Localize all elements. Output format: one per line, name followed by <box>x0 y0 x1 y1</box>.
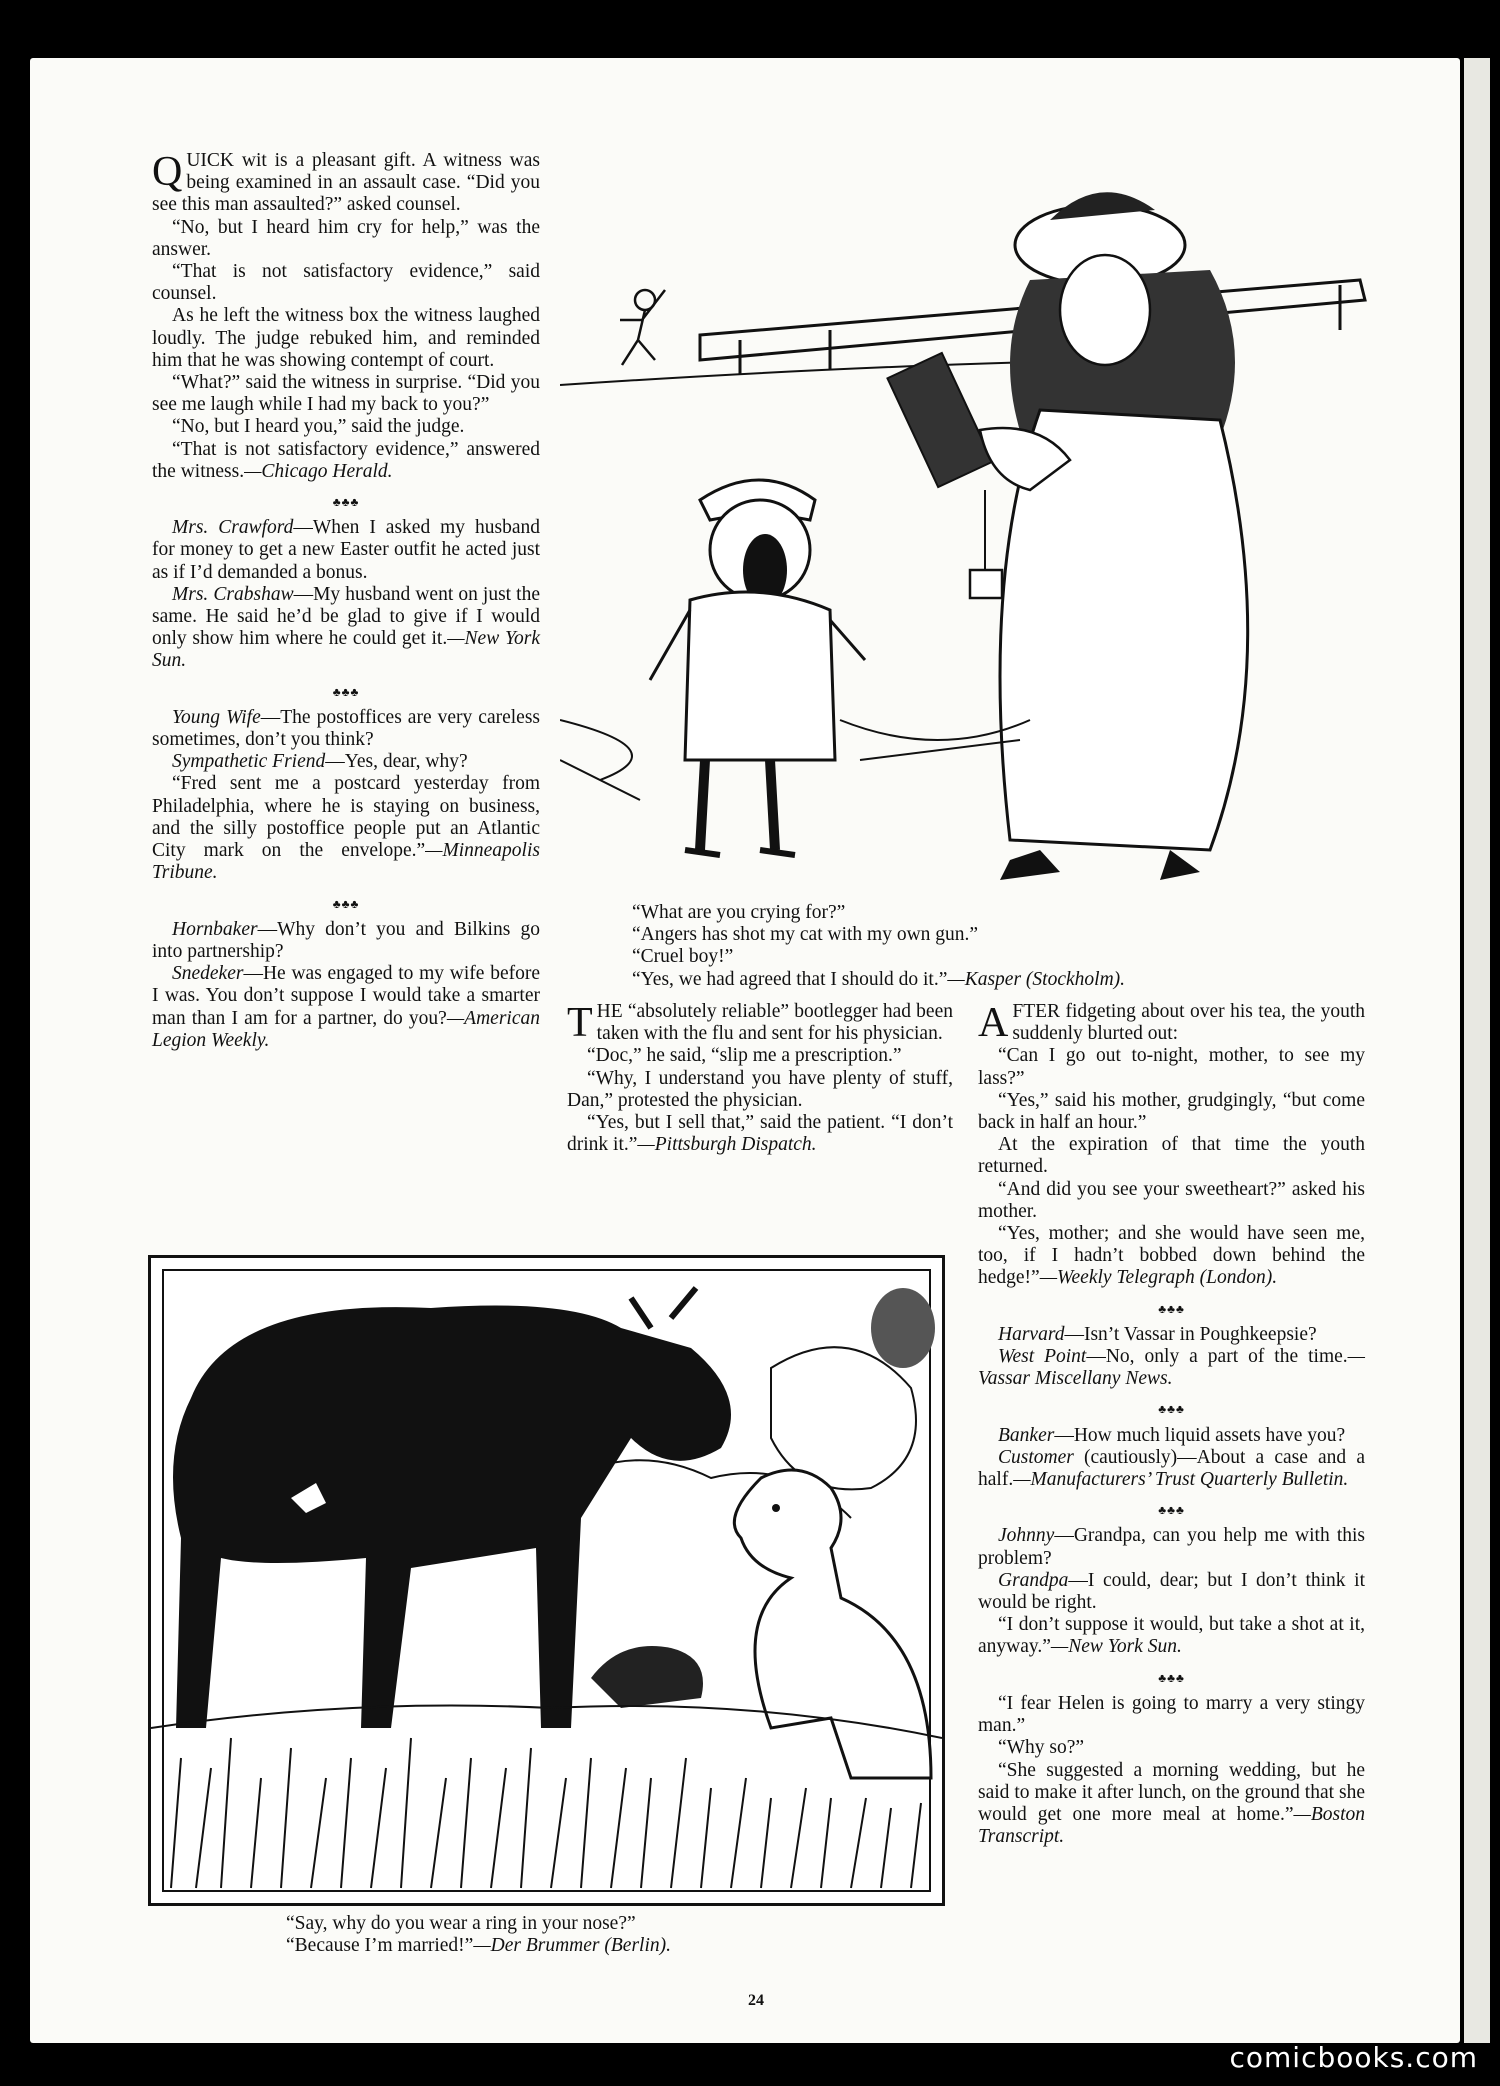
cartoon2-caption: “Say, why do you wear a ring in your nose?” “Because I’m married!”—Der Brummer (Berlin). <box>286 1913 671 1957</box>
separator-ornament: ♣♣♣ <box>1158 1670 1185 1685</box>
source-credit: —Weekly Telegraph (London). <box>1039 1267 1278 1289</box>
cartoon-illustration <box>560 160 1380 890</box>
cartoon-cow-frame <box>148 1255 945 1906</box>
separator-ornament: ♣♣♣ <box>332 684 360 699</box>
speaker: Mrs. Crawford <box>172 517 294 539</box>
cartoon-cow-illustration <box>151 1258 942 1903</box>
source-credit: —New York Sun. <box>1050 1636 1182 1658</box>
cartoon-woman-and-boy <box>560 160 1380 890</box>
speaker: Hornbaker <box>172 918 258 940</box>
speaker: Snedeker <box>172 963 244 985</box>
speaker: Banker <box>998 1424 1055 1446</box>
drop-cap: T <box>567 1000 593 1046</box>
speaker: West Point <box>998 1346 1087 1368</box>
source-credit: —Minneapolis Tribune. <box>152 840 540 884</box>
right-column: AFTER fidgeting about over his tea, the youth suddenly blurted out: “Can I go out to-night, mother, to see my lass?” “Yes,” said his mother, grudgingly, “but come back in half an hour.” At the expiration of that time the youth returned. “And did you see your sweetheart?” asked his mother. “Yes, mother; and she would have seen me, too, if I hadn’t bobbed down behind the hedge!”—Weekly Telegraph (London). ♣♣♣ Harvard—Isn’t Vassar in Poughkeepsie? West Point—No, only a part of the time.—Vassar Miscellany News. ♣♣♣ Banker—How much liquid assets have you? Customer (cautiously)—About a case and a half.—Manufacturers’ Trust Quarterly Bulletin. ♣♣♣ Johnny—Grandpa, can you help me with this problem? Grandpa—I could, dear; but I don’t think it would be right. “I don’t suppose it would, but take a shot at it, anyway.”—New York Sun. ♣♣♣ “I fear Helen is going to marry a very stingy man.” “Why so?” “She suggested a morning wedding, but he said to make it after lunch, on the ground that she would get one more meal at home.”—Boston Transcript. <box>978 1000 1365 1848</box>
source-credit: —Kasper (Stockholm). <box>947 968 1126 990</box>
watermark: comicbooks.com <box>1229 2041 1478 2074</box>
joke-quick-wit: QUICK wit is a pleasant gift. A witness was being examined in an assault case. “Did you see this man assaulted?” asked counsel. <box>152 149 540 216</box>
source-credit: —Pittsburgh Dispatch. <box>637 1134 817 1156</box>
speaker: Johnny <box>998 1525 1055 1547</box>
source-credit: —Vassar Miscellany News. <box>978 1346 1365 1390</box>
separator-ornament: ♣♣♣ <box>332 495 360 510</box>
speaker: Customer <box>998 1446 1074 1468</box>
source-credit: —Manufacturers’ Trust Quarterly Bulletin. <box>1013 1469 1349 1491</box>
speaker: Grandpa <box>998 1569 1069 1591</box>
separator-ornament: ♣♣♣ <box>332 896 360 911</box>
speaker: Young Wife <box>172 706 261 728</box>
separator-ornament: ♣♣♣ <box>1158 1301 1185 1316</box>
middle-column: THE “absolutely reliable” bootlegger had been taken with the flu and sent for his physician. “Doc,” he said, “slip me a prescription.” “Why, I understand you have plenty of stuff, Dan,” protested the physician. “Yes, but I sell that,” said the patient. “I don’t drink it.”—Pittsburgh Dispatch. <box>567 1000 953 1156</box>
source-credit: —New York Sun. <box>152 628 540 672</box>
source-credit: —Der Brummer (Berlin). <box>473 1935 671 1957</box>
speaker: Harvard <box>998 1323 1065 1345</box>
drop-cap: A <box>978 1000 1009 1046</box>
page-number: 24 <box>748 1992 764 2009</box>
speaker: Mrs. Crabshaw <box>172 583 294 605</box>
left-column: QUICK wit is a pleasant gift. A witness was being examined in an assault case. “Did you see this man assaulted?” asked counsel. “No, but I heard him cry for help,” was the answer. “That is not satisfactory evidence,” said counsel. As he left the witness box the witness laughed loudly. The judge rebuked him, and reminded him that he was showing contempt of court. “What?” said the witness in surprise. “Did you see me laugh while I had my back to you?” “No, but I heard you,” said the judge. “That is not satisfactory evidence,” answered the witness.—Chicago Herald. ♣♣♣ Mrs. Crawford—When I asked my husband for money to get a new Easter outfit he acted just as if I’d demanded a bonus. Mrs. Crabshaw—My husband went on just the same. He said he’d be glad to give if I would only show him where he could get it.—New York Sun. ♣♣♣ Young Wife—The postoffices are very careless sometimes, don’t you think? Sympathetic Friend—Yes, dear, why? “Fred sent me a postcard yesterday from Philadelphia, where he is staying on business, and the silly postoffice people put an Atlantic City mark on the envelope.”—Minneapolis Tribune. ♣♣♣ Hornbaker—Why don’t you and Bilkins go into partnership? Snedeker—He was engaged to my wife before I was. You don’t suppose I would take a smarter man than I am for a partner, do you?—American Legion Weekly. <box>152 149 540 1051</box>
separator-ornament: ♣♣♣ <box>1158 1503 1185 1518</box>
source-credit: —American Legion Weekly. <box>152 1007 540 1051</box>
drop-cap: Q <box>152 149 183 195</box>
page-spine <box>1460 58 1500 2043</box>
cartoon1-caption: “What are you crying for?” “Angers has shot my cat with my own gun.” “Cruel boy!” “Yes, we had agreed that I should do it.”—Kasper (Stockholm). <box>632 902 1126 990</box>
source-credit: —Boston Transcript. <box>978 1803 1365 1848</box>
separator-ornament: ♣♣♣ <box>1158 1402 1185 1417</box>
speaker: Sympathetic Friend <box>172 751 326 773</box>
source-credit: —Chicago Herald. <box>244 460 393 482</box>
